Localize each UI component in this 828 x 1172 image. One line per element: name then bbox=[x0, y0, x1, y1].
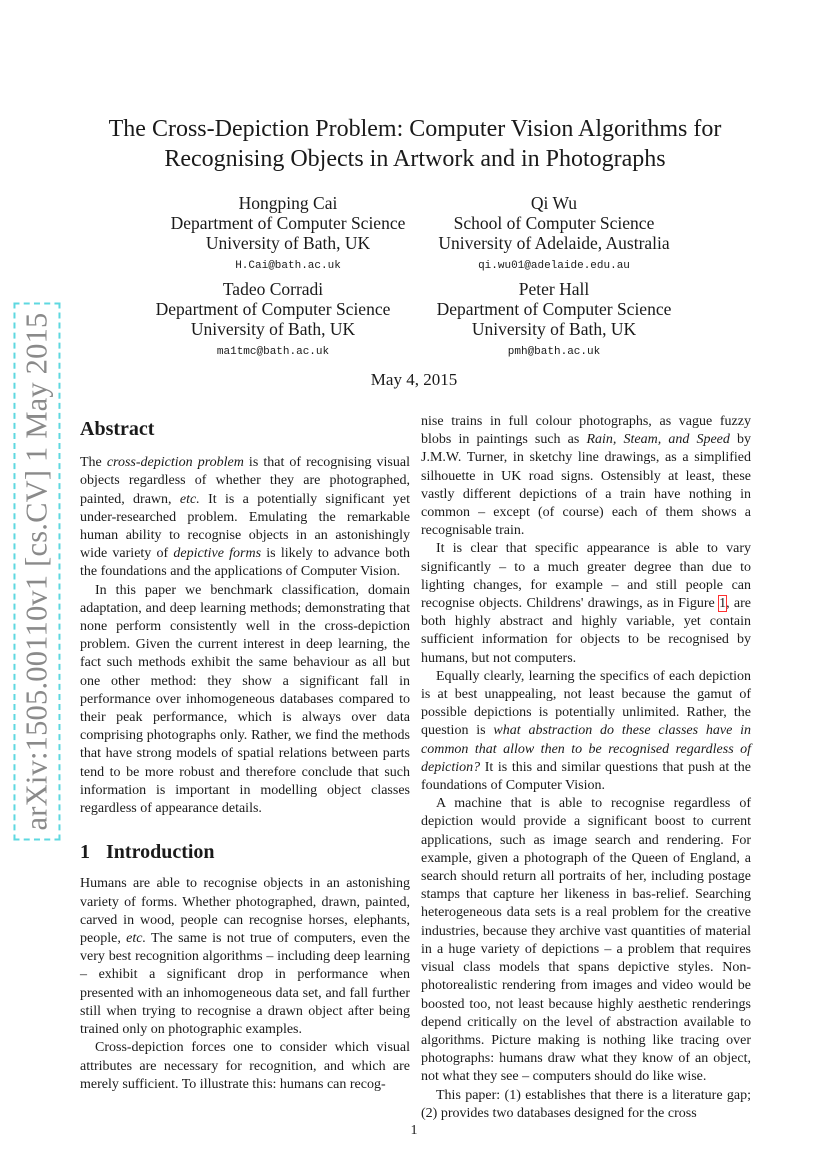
author-email: qi.wu01@adelaide.edu.au bbox=[478, 260, 630, 272]
right-paragraph-2 bbox=[421, 540, 751, 667]
author-block-3 bbox=[123, 279, 423, 360]
intro-paragraph-2: Cross-depiction forces one to consider which visual attributes are necessary for recognition, and which are merely sufficient. To illustrate this: humans can recog- bbox=[80, 1040, 410, 1092]
emphasis-text: Rain, Steam, and Speed bbox=[586, 432, 730, 448]
figure-link[interactable]: 1 bbox=[719, 596, 727, 612]
text-run: It is this and similar questions that push at the foundations of Computer Vision. bbox=[421, 759, 751, 794]
author-name: Tadeo Corradi bbox=[222, 279, 324, 299]
abstract-paragraph-2: In this paper we benchmark classification, domain adaptation, and deep learning methods; demonstrating that none perform consistently well in the cross-depiction problem. Given the current interest in deep learning, the fact such methods exhibit the same behaviour as all but one other method: they show a significant fall in performance over inhomogeneous databases compared to their peak performance, which is always over data comprising photographs only. Rather, we find the methods that have strong models of spatial relations between parts tend to be more robust and therefore conclude that such information is important in modelling object classes regardless of appearance details. bbox=[80, 582, 410, 817]
right-paragraph-1 bbox=[421, 413, 751, 540]
text-run: Humans are able to recognise objects in an astonishing variety of forms. Whether photographed, drawn, painted, carved in wood, people can recognise horses, elephants, people, bbox=[80, 876, 410, 947]
emphasis-text: depictive forms bbox=[173, 546, 262, 562]
emphasis-text: etc. bbox=[126, 931, 146, 947]
abstract-heading: Abstract bbox=[80, 418, 155, 440]
text-run: , are both highly abstract and highly variable, yet contain sufficient information for objects to be recognised by humans, but not computers. bbox=[421, 596, 751, 666]
author-name: Qi Wu bbox=[530, 193, 578, 213]
text-run: It is clear that specific appearance is able to vary significantly – to a much greater degree than due to lighting changes, for example – and still people can recognise objects. Childrens' drawings, as in Figure bbox=[421, 541, 751, 612]
author-institution: University of Adelaide, Australia bbox=[438, 233, 670, 253]
arxiv-stamp bbox=[14, 312, 60, 830]
text-run: It is a potentially significant yet under-researched problem. Emulating the remarkable human ability to recognise objects in an astonishingly wide variety of bbox=[80, 491, 410, 562]
author-institution: University of Bath, UK bbox=[190, 319, 356, 339]
author-block-4 bbox=[404, 279, 704, 360]
author-email: H.Cai@bath.ac.uk bbox=[235, 260, 341, 272]
page-number: 1 bbox=[410, 1123, 418, 1138]
introduction-heading bbox=[80, 841, 410, 864]
emphasis-text: etc. bbox=[179, 491, 200, 507]
section-number: 1 bbox=[80, 841, 90, 864]
text-run: is that of recognising visual objects regardless of whether they are photographed, painted, drawn, bbox=[80, 455, 410, 507]
right-column bbox=[421, 413, 751, 1123]
intro-paragraph-1 bbox=[80, 875, 410, 1039]
abstract-paragraph-1 bbox=[80, 454, 410, 581]
paper-date: May 4, 2015 bbox=[370, 370, 458, 389]
author-block-1 bbox=[138, 193, 438, 274]
arxiv-identifier[interactable]: arXiv:1505.00110v1 [cs.CV] 1 May 2015 bbox=[20, 308, 55, 834]
emphasis-text: what abstraction do these classes have in common that allow then to be recognised regardless of depiction? bbox=[421, 723, 751, 775]
author-department: School of Computer Science bbox=[453, 213, 655, 233]
author-institution: University of Bath, UK bbox=[205, 233, 371, 253]
text-run: is likely to advance both the foundations and the applications of Computer Vision. bbox=[80, 546, 410, 580]
author-block-2 bbox=[404, 193, 704, 274]
right-paragraph-5: This paper: (1) establishes that there is a literature gap; (2) provides two databases designed for the cross bbox=[421, 1087, 751, 1121]
author-email: ma1tmc@bath.ac.uk bbox=[216, 346, 330, 358]
author-department: Department of Computer Science bbox=[170, 213, 406, 233]
text-run: The bbox=[80, 455, 107, 471]
author-department: Department of Computer Science bbox=[436, 299, 672, 319]
text-run: by J.M.W. Turner, in sketchy line drawings, as a simplified silhouette in UK road signs. Ostensibly at least, these vastly different depictions of a train have nothing in common – except (of course) each of them shows a recognisable train. bbox=[421, 432, 751, 539]
text-run: The same is not true of computers, even the very best recognition algorithms – including deep learning – exhibit a significant drop in performance when presented with an inhomogeneous data set, and fall further still when trying to recognise a drawn object after being trained only on photographic examples. bbox=[80, 931, 410, 1038]
author-name: Peter Hall bbox=[518, 279, 590, 299]
author-institution: University of Bath, UK bbox=[471, 319, 637, 339]
left-column bbox=[80, 420, 410, 1094]
author-name: Hongping Cai bbox=[238, 193, 338, 213]
text-run: Equally clearly, learning the specifics of each depiction is at best unappealing, not least because the gamut of possible depictions is potentially unlimited. Rather, the question is bbox=[421, 668, 751, 739]
author-email: pmh@bath.ac.uk bbox=[507, 346, 601, 358]
author-department: Department of Computer Science bbox=[155, 299, 391, 319]
title-line-1: The Cross-Depiction Problem: Computer Vision Algorithms for bbox=[108, 116, 722, 142]
right-paragraph-4: A machine that is able to recognise regardless of depiction would provide a significant boost to current applications, such as image search and rendering. For example, given a photograph of the Queen of England, a search should return all portraits of her, including postage stamps that capture her likeness in bas-relief. Searching heterogeneous data sets is a real problem for the creative industries, because they archive vast quantities of material in a huge variety of depictions – a problem that requires visual class models that spans depictive styles. Non-photorealistic rendering from images and video would be boosted too, not least because highly aesthetic renderings depend critically on the level of abstraction available to algorithms. Picture making is nothing like tracing over photographs: humans draw what they know of an object, not what they see – computers should do like wise. bbox=[421, 796, 751, 1085]
right-paragraph-3 bbox=[421, 668, 751, 795]
section-title: Introduction bbox=[106, 841, 215, 864]
text-run: nise trains in full colour photographs, as vague fuzzy blobs in paintings such as bbox=[421, 414, 751, 448]
paper-title bbox=[80, 114, 750, 174]
title-line-2: Recognising Objects in Artwork and in Photographs bbox=[164, 146, 666, 172]
emphasis-text: cross-depiction problem bbox=[106, 455, 244, 471]
